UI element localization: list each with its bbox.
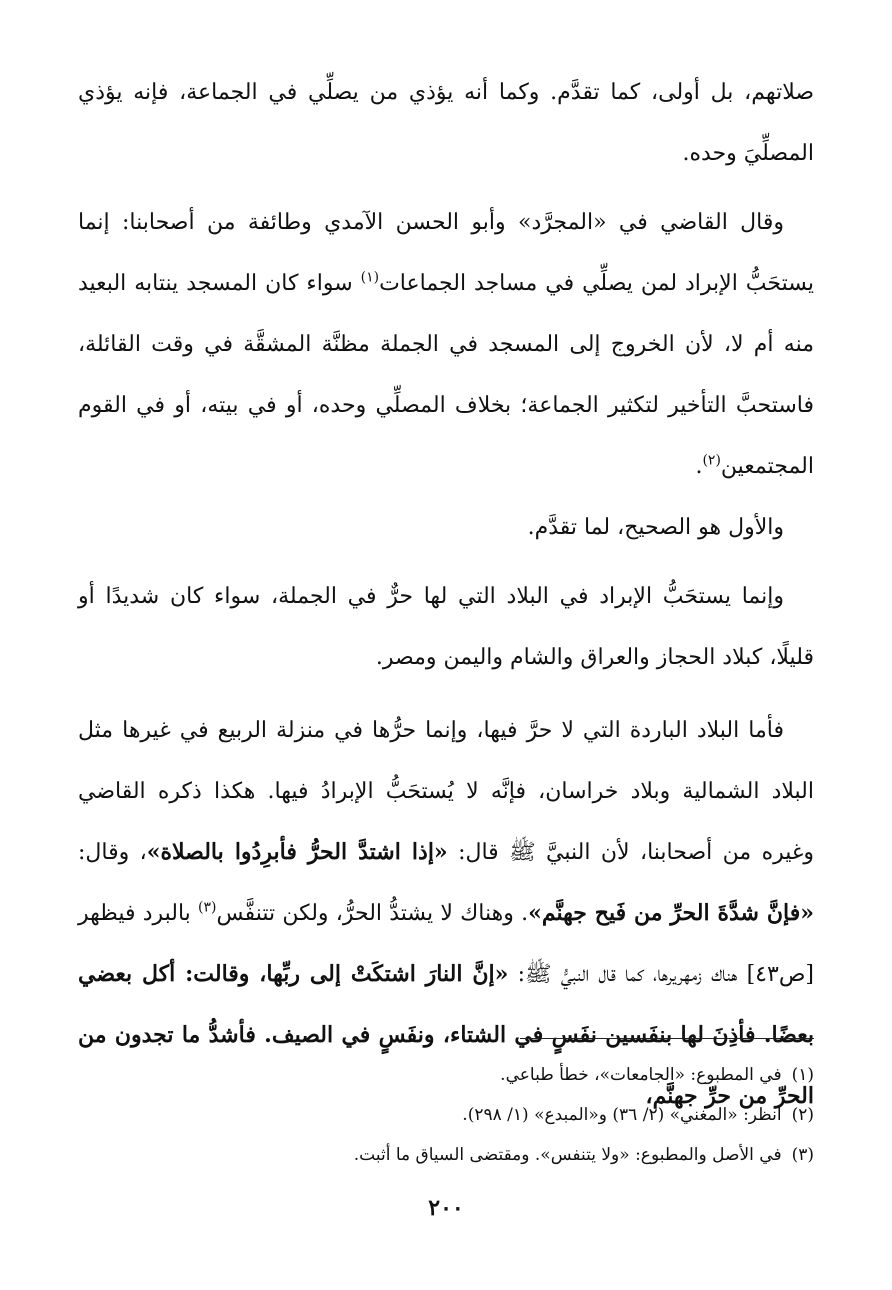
hadith-quote-2: «فإنَّ شدَّةَ الحرِّ من فَيح جهنَّم» [528,900,814,926]
hadith-quote-1: «إذا اشتدَّ الحرُّ فأبرِدُوا بالصلاة» [146,839,448,865]
footnote-number: (٢) [791,1105,814,1125]
footnote-divider [520,1038,814,1039]
footnote-text: في الأصل والمطبوع: «ولا يتنفس». ومقتضى السياق ما أثبت. [353,1145,782,1165]
footnote-ref-2[interactable]: (٢) [702,452,721,469]
footnote-text: في المطبوع: «الجامعات»، خطأ طباعي. [500,1065,782,1085]
footnote-ref-3[interactable]: (٣) [198,899,217,916]
paragraph-5-part-a: فأما البلاد الباردة التي لا حرَّ فيها، وإنما حرُّها في منزلة الربيع في غيرها مثل البلاد الشمالية وبلاد خراسان، فإنَّه لا يُستحَبُّ الإبرادُ فيها. هكذا ذكره القاضي وغيره من أصحابنا، لأن النبيَّ ﷺ قال: [78,718,814,865]
footnote-1 [78,1055,814,1095]
paragraph-5-part-c: ، وقال: [78,840,147,865]
paragraph-2-part-c: . [695,454,703,479]
footnote-number: (١) [791,1065,814,1085]
page-number: ٢٠٠ [428,1195,464,1221]
hadith-quote-3: «إنَّ النارَ اشتكَتْ إلى ربِّها، وقالت: أكل بعضي بعضًا. فأذِنَ لها بنفَسين نفَسٍ في الشتاء، ونفَسٍ في الصيف. فأشدُّ ما تجدون من الحرِّ من حرِّ جهنَّم، [78,961,814,1109]
footnotes [78,1055,814,1175]
footnote-2 [78,1095,814,1135]
paragraph-3: والأول هو الصحيح، لما تقدَّم. [527,515,784,540]
paragraph-2 [78,192,814,497]
paragraph-5-part-f: بالبرد فيظهر [ص٤٣] هناك زمهريرها، كما قال النبيُّ ﷺ: [78,901,814,987]
paragraph-1: صلاتهم، بل أولى، كما تقدَّم. وكما أنه يؤذي من يصلِّي في الجماعة، فإنه يؤذي المصلِّيَ وحده. [78,80,814,166]
paragraph-2-part-b: سواء كان المسجد ينتابه البعيد منه أم لا، لأن الخروج إلى المسجد في الجملة مظنَّة المشقَّة في وقت القائلة، فاستحبَّ التأخير لتكثير الجماعة؛ بخلاف المصلِّي وحده، أو في بيته، أو في القوم المجتمعين [78,271,814,479]
footnote-3 [78,1135,814,1175]
paragraph-2-part-a: وقال القاضي في «المجرَّد» وأبو الحسن الآمدي وطائفة من أصحابنا: إنما يستحَبُّ الإبراد لمن يصلِّي في مساجد الجماعات [78,210,814,296]
footnote-text: انظر: «المغني» (٢/ ٣٦) و«المبدع» (١/ ٢٩٨). [462,1105,782,1125]
main-text [78,62,814,1127]
footnote-number: (٣) [791,1145,814,1165]
footnote-ref-1[interactable]: (١) [360,269,380,286]
paragraph-5-part-e: . وهناك لا يشتدُّ الحرُّ، ولكن تتنفَّس [216,901,529,926]
paragraph-4: وإنما يستحَبُّ الإبراد في البلاد التي لها حرٌّ في الجملة، سواء كان شديدًا أو قليلًا، كبلاد الحجاز والعراق والشام واليمن ومصر. [78,584,814,670]
